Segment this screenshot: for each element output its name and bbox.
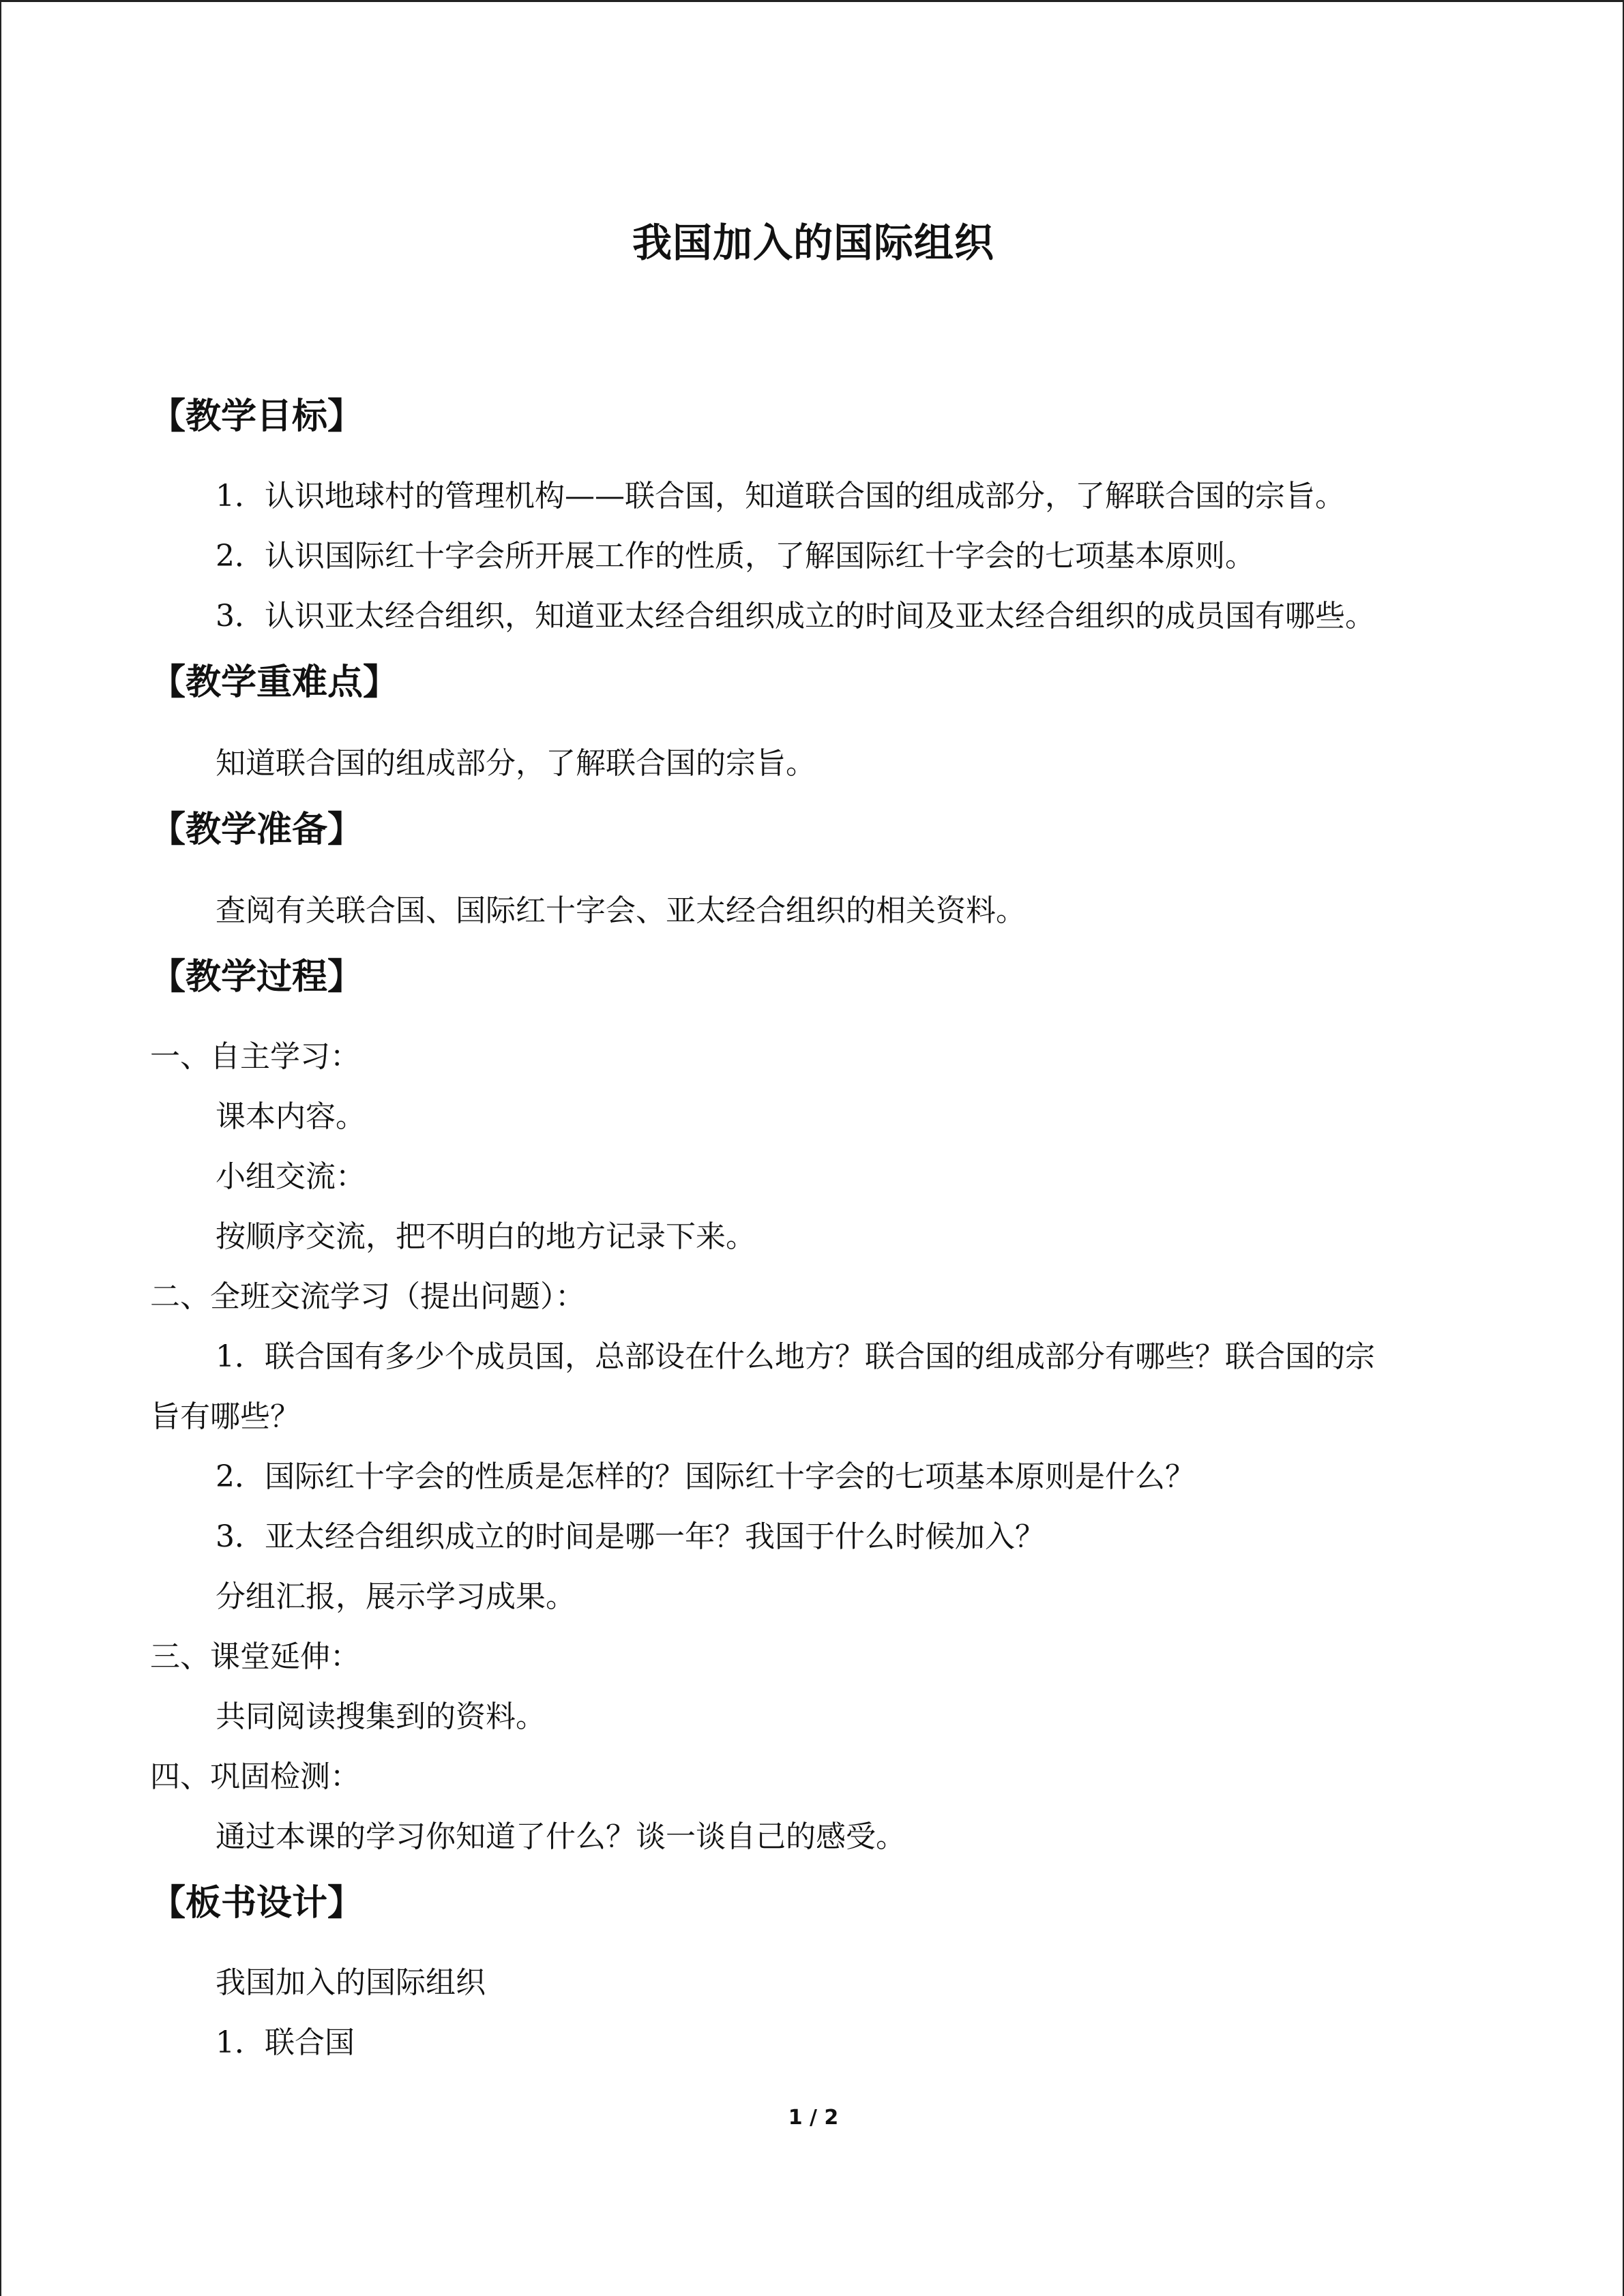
process-part3-text: 共同阅读搜集到的资料。	[216, 1699, 546, 1734]
process-part1-line-1: 课本内容。	[216, 1099, 366, 1134]
document-title: 我国加入的国际组织	[632, 220, 994, 266]
process-part2-question-1-cont: 旨有哪些？	[150, 1399, 300, 1434]
process-part4-text: 通过本课的学习你知道了什么？谈一谈自己的感受。	[216, 1819, 906, 1854]
process-part2-title: 二、全班交流学习（提出问题）：	[150, 1279, 585, 1314]
board-line-1: 我国加入的国际组织	[216, 1965, 486, 2000]
objectives-heading: 【教学目标】	[150, 396, 364, 437]
key-points-heading: 【教学重难点】	[150, 662, 399, 703]
process-part1-line-2: 小组交流：	[216, 1159, 366, 1194]
board-heading: 【板书设计】	[150, 1883, 364, 1924]
process-part1-title: 一、自主学习：	[150, 1039, 360, 1074]
objective-item-3: 3．认识亚太经合组织，知道亚太经合组织成立的时间及亚太经合组织的成员国有哪些。	[216, 599, 1375, 633]
objective-item-1: 1．认识地球村的管理机构——联合国，知道联合国的组成部分，了解联合国的宗旨。	[216, 479, 1345, 513]
preparation-text: 查阅有关联合国、国际红十字会、亚太经合组织的相关资料。	[216, 893, 1026, 928]
key-points-text: 知道联合国的组成部分，了解联合国的宗旨。	[216, 746, 816, 781]
page-number: 1 / 2	[788, 2106, 839, 2130]
board-line-2: 1．联合国	[216, 2025, 355, 2060]
process-part2-question-1: 1．联合国有多少个成员国，总部设在什么地方？联合国的组成部分有哪些？联合国的宗	[216, 1339, 1375, 1374]
objective-item-2: 2．认识国际红十字会所开展工作的性质，了解国际红十字会的七项基本原则。	[216, 539, 1255, 573]
process-part4-title: 四、巩固检测：	[150, 1759, 360, 1794]
process-part3-title: 三、课堂延伸：	[150, 1639, 360, 1674]
process-part2-report: 分组汇报，展示学习成果。	[216, 1579, 576, 1614]
process-heading: 【教学过程】	[150, 957, 364, 998]
process-part1-line-3: 按顺序交流，把不明白的地方记录下来。	[216, 1219, 756, 1254]
preparation-heading: 【教学准备】	[150, 809, 364, 850]
process-part2-question-2: 2．国际红十字会的性质是怎样的？国际红十字会的七项基本原则是什么？	[216, 1459, 1195, 1494]
process-part2-question-3: 3．亚太经合组织成立的时间是哪一年？我国于什么时候加入？	[216, 1519, 1045, 1554]
